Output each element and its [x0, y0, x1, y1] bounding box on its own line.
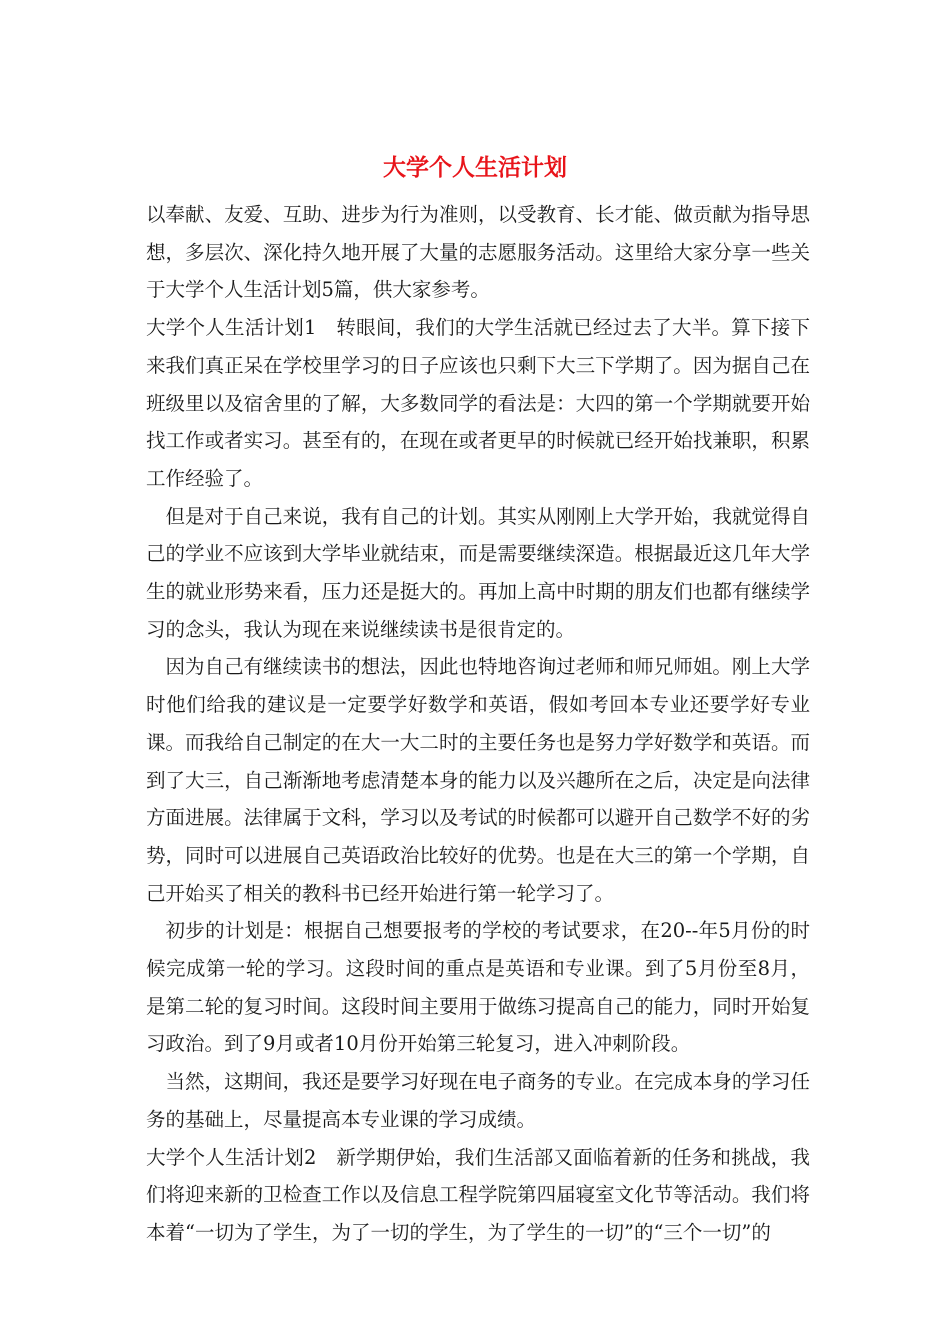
paragraph-intro: 以奉献、友爱、互助、进步为行为准则，以受教育、长才能、做贡献为指导思想，多层次、深化持久地开展了大量的志愿服务活动。这里给大家分享一些关于大学个人生活计划5篇，供大家参考。: [146, 203, 810, 302]
document-body: [146, 196, 810, 1252]
paragraph-plan2-heading: 大学个人生活计划2 新学期伊始，我们生活部又面临着新的任务和挑战，我们将迎来新的卫检查工作以及信息工程学院第四届寝室文化节等活动。我们将本着“一切为了学生，为了一切的学生，为了学生的一切”的“三个一切”的: [146, 1145, 810, 1244]
paragraph: 因为自己有继续读书的想法，因此也特地咨询过老师和师兄师姐。刚上大学时他们给我的建议是一定要学好数学和英语，假如考回本专业还要学好专业课。而我给自己制定的在大一大二时的主要任务也是努力学好数学和英语。而到了大三，自己渐渐地考虑清楚本身的能力以及兴趣所在之后，决定是向法律方面进展。法律属于文科，学习以及考试的时候都可以避开自己数学不好的劣势，同时可以进展自己英语政治比较好的优势。也是在大三的第一个学期，自己开始买了相关的教科书已经开始进行第一轮学习了。: [146, 655, 810, 905]
paragraph: 初步的计划是：根据自己想要报考的学校的考试要求，在20--年5月份的时候完成第一轮的学习。这段时间的重点是英语和专业课。到了5月份至8月，是第二轮的复习时间。这段时间主要用于做练习提高自己的能力，同时开始复习政治。到了9月或者10月份开始第三轮复习，进入冲刺阶段。: [146, 919, 810, 1056]
document-title: 大学个人生活计划: [383, 154, 567, 181]
paragraph: 但是对于自己来说，我有自己的计划。其实从刚刚上大学开始，我就觉得自己的学业不应该到大学毕业就结束，而是需要继续深造。根据最近这几年大学生的就业形势来看，压力还是挺大的。再加上高中时期的朋友们也都有继续学习的念头，我认为现在来说继续读书是很肯定的。: [146, 504, 810, 641]
paragraph-plan1-heading: 大学个人生活计划1 转眼间，我们的大学生活就已经过去了大半。算下接下来我们真正呆在学校里学习的日子应该也只剩下大三下学期了。因为据自己在班级里以及宿舍里的了解，大多数同学的看法是：大四的第一个学期就要开始找工作或者实习。甚至有的，在现在或者更早的时候就已经开始找兼职，积累工作经验了。: [146, 316, 810, 490]
paragraph: 当然，这期间，我还是要学习好现在电子商务的专业。在完成本身的学习任务的基础上，尽量提高本专业课的学习成绩。: [146, 1070, 810, 1131]
